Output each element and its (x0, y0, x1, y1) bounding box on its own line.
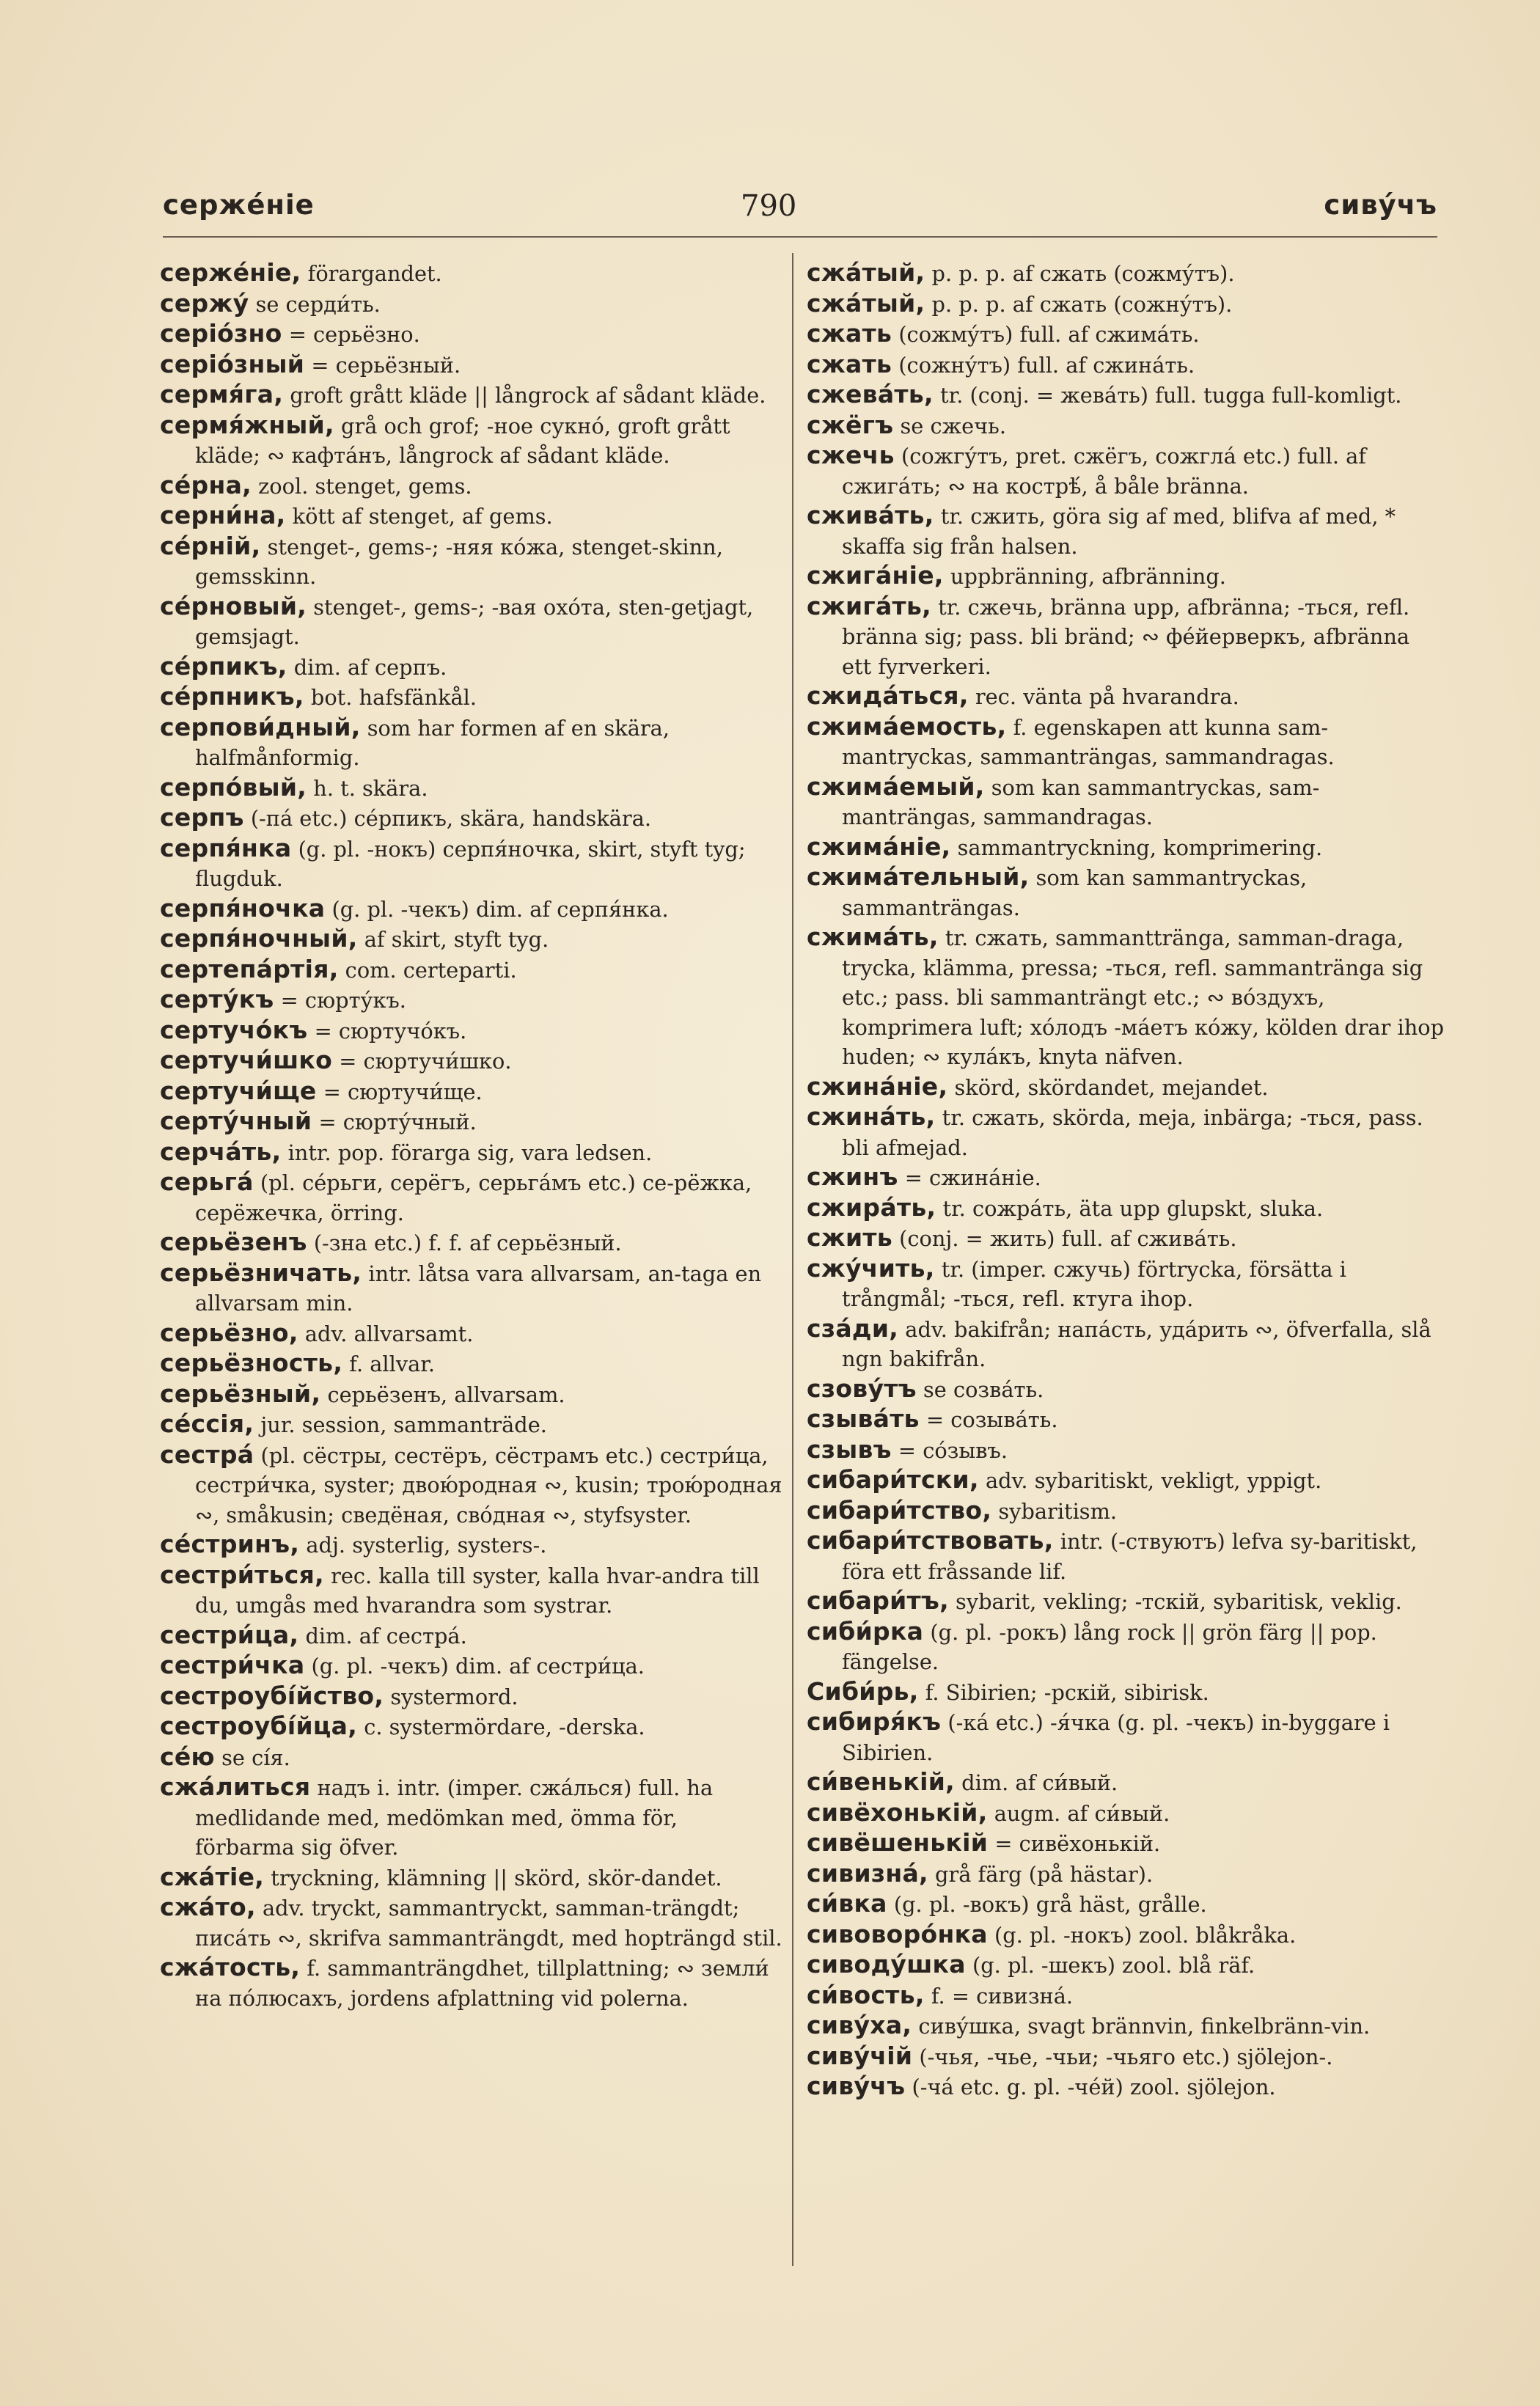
dictionary-entry (807, 1435, 1445, 1466)
entry-headword: сжива́ть, (807, 501, 934, 529)
entry-headword: сжа́то, (160, 1893, 256, 1921)
dictionary-entry (807, 772, 1445, 832)
entry-definition: (-зна etc.) f. f. af серьёзный. (307, 1230, 622, 1255)
dictionary-entry (807, 350, 1445, 381)
dictionary-entry (160, 924, 783, 955)
entry-definition: intr. pop. förarga sig, vara ledsen. (281, 1140, 653, 1165)
entry-headword: серпя́нка (160, 833, 292, 862)
entry-headword: сертучи́ще (160, 1076, 317, 1105)
entry-headword: сиву́чій (807, 2041, 913, 2070)
dictionary-entry (807, 380, 1445, 411)
entry-headword: сжина́ть, (807, 1102, 936, 1131)
entry-definition: tr. сожра́ть, äta upp glupskt, sluka. (936, 1195, 1324, 1221)
dictionary-entry (160, 1228, 783, 1258)
entry-definition: som kan sammantryckas, sam-manträngas, sammandragas. (842, 774, 1320, 829)
entry-headword: Сиби́рь, (807, 1676, 919, 1706)
entry-definition: = серьёзный. (304, 352, 461, 378)
entry-headword: си́вка (807, 1889, 887, 1918)
entry-headword: сибари́тство, (807, 1495, 992, 1525)
dictionary-entry (160, 501, 783, 532)
entry-definition: = сжина́ніе. (898, 1165, 1041, 1190)
dictionary-entry (160, 1137, 783, 1168)
entry-definition: adv. allvarsamt. (298, 1321, 474, 1346)
entry-definition: (сожгу́тъ, pret. сжёгъ, сожгла́ etc.) full. af сжига́ть; ∾ на кострѣ́, å båle bränna. (842, 444, 1366, 499)
left-column (160, 258, 783, 2275)
entry-definition: = серьёзно. (282, 322, 420, 347)
dictionary-entry (807, 1072, 1445, 1103)
dictionary-entry (807, 1889, 1445, 1920)
dictionary-entry (160, 1107, 783, 1137)
entry-definition: f. Sibirien; -рскій, sibirisk. (918, 1679, 1209, 1705)
entry-definition: tr. сжечь, bränna upp, afbränna; -ться, refl. bränna sig; pass. bli bränd; ∾ фе́йерверкъ, afbränna ett fyrverkeri. (842, 594, 1410, 679)
entry-headword: сжима́емость, (807, 711, 1007, 741)
dictionary-entry (807, 1254, 1445, 1314)
dictionary-entry (807, 1828, 1445, 1859)
dictionary-entry (807, 1465, 1445, 1496)
entry-definition: sybaritism. (991, 1498, 1118, 1524)
entry-definition: (g. pl. -чекъ) dim. af сестри́ца. (304, 1654, 645, 1679)
entry-definition: (conj. = жить) full. af сжива́ть. (892, 1226, 1237, 1251)
entry-definition: zool. stenget, gems. (251, 473, 472, 499)
entry-definition: f. egenskapen att kunna sam-mantryckas, sammanträngas, sammandragas. (842, 714, 1335, 769)
entry-headword: серьга́ (160, 1167, 254, 1196)
entry-definition: tr. сжать, skörda, meja, inbärga; -ться, pass. bli afmejad. (842, 1105, 1423, 1160)
entry-definition: se серди́ть. (249, 291, 381, 317)
entry-definition: rec. vänta på hvarandra. (968, 684, 1239, 709)
entry-headword: сжима́тельный, (807, 862, 1030, 891)
dictionary-entry (807, 1223, 1445, 1254)
dictionary-entry (160, 1167, 783, 1228)
dictionary-entry (160, 1560, 783, 1621)
entry-headword: сжида́ться, (807, 681, 969, 710)
entry-headword: сибари́тски, (807, 1465, 979, 1494)
entry-headword: сержу́ (160, 288, 249, 318)
entry-definition: rec. kalla till syster, kalla hvar-andra till du, umgås med hvarandra som systrar. (195, 1563, 760, 1618)
running-head-right: сиву́чъ (1324, 189, 1437, 221)
entry-headword: сжига́ть, (807, 591, 931, 620)
dictionary-entry (807, 289, 1445, 320)
dictionary-entry (160, 1379, 783, 1410)
entry-headword: сермя́жный, (160, 410, 334, 439)
entry-definition: adj. systerlig, systers-. (299, 1533, 547, 1558)
entry-headword: сертучо́къ (160, 1015, 308, 1044)
entry-headword: серьёзенъ (160, 1228, 307, 1256)
dictionary-entry (807, 923, 1445, 1072)
entry-definition: bot. hafsfänkål. (304, 685, 477, 710)
entry-headword: серни́на, (160, 501, 286, 529)
entry-definition: groft grått kläde || långrock af sådant kläde. (283, 383, 766, 408)
entry-definition: f. sammanträngdhet, tillplattning; ∾ земли́ на по́люсахъ, jordens afplattning vid polerna. (195, 1956, 769, 2011)
entry-headword: сестри́ца, (160, 1620, 299, 1649)
dictionary-entry (807, 441, 1445, 501)
entry-definition: som har formen af en skära, halfmånformig. (195, 715, 670, 770)
entry-headword: сзову́тъ (807, 1373, 917, 1403)
entry-headword: си́вость, (807, 1980, 925, 2009)
column-divider (792, 253, 793, 2266)
dictionary-entry (807, 2072, 1445, 2102)
entry-headword: сжу́чить, (807, 1253, 935, 1283)
entry-definition: se сі́я. (214, 1745, 290, 1770)
entry-headword: серіо́зно (160, 319, 282, 348)
dictionary-entry (807, 1920, 1445, 1951)
dictionary-entry (807, 862, 1445, 923)
dictionary-entry (807, 1981, 1445, 2011)
entry-definition: jur. session, sammanträde. (254, 1412, 547, 1437)
entry-headword: се́стринъ, (160, 1530, 300, 1558)
entry-definition: (g. pl. -шекъ) zool. blå räf. (965, 1953, 1255, 1978)
dictionary-entry (807, 319, 1445, 350)
entry-headword: серпъ (160, 803, 244, 832)
entry-definition: (g. pl. -чекъ) dim. af серпя́нка. (325, 896, 669, 922)
entry-definition: p. p. p. af сжать (сожму́тъ). (925, 261, 1235, 286)
entry-definition: = сюртучи́ще. (316, 1079, 483, 1104)
entry-headword: сжина́ніе, (807, 1071, 948, 1101)
dictionary-entry (160, 652, 783, 683)
dictionary-entry (160, 380, 783, 411)
entry-definition: adv. sybaritiskt, vekligt, yppigt. (978, 1468, 1322, 1493)
dictionary-entry (807, 1617, 1445, 1677)
entry-headword: серьёзность, (160, 1349, 343, 1377)
entry-definition: f. = сивизна́. (924, 1983, 1074, 2009)
dictionary-entry (160, 1712, 783, 1742)
dictionary-entry (160, 894, 783, 925)
entry-definition: (-па́ etc.) се́рпикъ, skära, handskära. (243, 806, 652, 831)
entry-definition: af skirt, styft tyg. (357, 927, 549, 952)
entry-headword: сивоворо́нка (807, 1919, 988, 1948)
entry-definition: tryckning, klämning || skörd, skör-dandet. (264, 1865, 722, 1890)
entry-headword: серпо́вый, (160, 772, 307, 802)
entry-definition: сиву́шка, svagt brännvin, finkelbränn-vin. (912, 2014, 1371, 2039)
dictionary-entry (160, 1742, 783, 1773)
dictionary-entry (160, 319, 783, 350)
entry-definition: (g. pl. -нокъ) zool. blåkråka. (987, 1922, 1297, 1948)
entry-headword: сиводу́шка (807, 1950, 966, 1978)
entry-headword: сивёшенькій (807, 1828, 989, 1857)
dictionary-entry (160, 592, 783, 652)
dictionary-entry (807, 501, 1445, 561)
entry-headword: серьёзничать, (160, 1258, 362, 1287)
entry-headword: серпя́ночный, (160, 924, 358, 953)
entry-definition: adv. bakifrån; напа́сть, уда́рить ∾, öfverfalla, slå ngn bakifrån. (842, 1316, 1431, 1371)
entry-headword: сжима́емый, (807, 771, 985, 801)
entry-definition: som kan sammantryckas, sammanträngas. (842, 865, 1308, 920)
entry-definition: sammantryckning, komprimering. (950, 835, 1323, 860)
dictionary-entry (807, 1193, 1445, 1224)
entry-definition: kött af stenget, af gems. (285, 504, 553, 529)
entry-headword: сжима́ть, (807, 923, 939, 951)
entry-definition: (-ка́ etc.) -я́чка (g. pl. -чекъ) in-byggare i Sibirien. (842, 1710, 1390, 1765)
entry-definition: tr. сжить, göra sig af med, blifva af med, * skaffa sig från halsen. (842, 504, 1396, 559)
entry-definition: = созыва́ть. (919, 1407, 1058, 1432)
entry-definition: stenget-, gems-; -вая охо́та, sten-getjagt, gemsjagt. (195, 594, 754, 649)
entry-headword: сибари́тъ, (807, 1586, 949, 1615)
dictionary-entry (807, 2042, 1445, 2072)
dictionary-entry (160, 411, 783, 471)
dictionary-entry (807, 1162, 1445, 1193)
dictionary-entry (160, 1893, 783, 1953)
entry-definition: grå och grof; -ное сукно́, groft grått kläde; ∾ кафта́нъ, långrock af sådant kläde. (195, 413, 730, 468)
dictionary-entry (160, 1651, 783, 1681)
dictionary-entry (160, 955, 783, 986)
dictionary-entry (160, 350, 783, 381)
dictionary-entry (160, 289, 783, 320)
entry-definition: uppbränning, afbränning. (943, 564, 1226, 589)
entry-definition: dim. af сестра́. (298, 1623, 467, 1648)
entry-definition: = сюртучо́къ. (307, 1018, 467, 1044)
entry-headword: се́ссія, (160, 1409, 254, 1438)
dictionary-entry (160, 682, 783, 713)
entry-definition: серьёзенъ, allvarsam. (320, 1382, 565, 1407)
dictionary-entry (807, 681, 1445, 712)
entry-definition: com. certeparti. (338, 957, 517, 983)
entry-headword: си́венькій, (807, 1767, 955, 1796)
entry-definition: (-чья, -чье, -чьи; -чьяго etc.) sjölejon-. (912, 2044, 1333, 2069)
entry-definition: (pl. сёстры, сестёръ, сёстрамъ etc.) сестри́ца, сестри́чка, syster; двою́родная ∾, kusin; трою́родная ∾, småkusin; сведёная, сво́дная ∾, styfsyster. (195, 1442, 782, 1527)
dictionary-entry (160, 532, 783, 592)
entry-headword: серже́ніе, (160, 258, 301, 287)
dictionary-entry (160, 258, 783, 289)
entry-definition: = сюрту́къ. (274, 988, 406, 1013)
dictionary-entry (160, 1077, 783, 1107)
page-number: 790 (741, 189, 797, 223)
dictionary-entry (160, 834, 783, 894)
entry-headword: сивизна́, (807, 1858, 928, 1888)
dictionary-entry (160, 713, 783, 773)
entry-headword: сжить (807, 1223, 893, 1252)
dictionary-entry (160, 1318, 783, 1349)
entry-headword: сза́ди, (807, 1313, 899, 1343)
entry-definition: (сожму́тъ) full. af сжима́ть. (892, 322, 1200, 347)
entry-definition: se созва́ть. (916, 1376, 1044, 1402)
entry-definition: (g. pl. -нокъ) серпя́ночка, skirt, styft tyg; flugduk. (195, 836, 746, 891)
dictionary-entry (160, 1621, 783, 1651)
entry-definition: grå färg (på hästar). (928, 1861, 1154, 1887)
dictionary-entry (807, 1707, 1445, 1767)
dictionary-entry (807, 1767, 1445, 1798)
dictionary-entry (160, 1863, 783, 1893)
entry-definition: augm. af си́вый. (987, 1800, 1170, 1826)
entry-headword: сжа́литься (160, 1772, 311, 1801)
dictionary-entry (807, 1404, 1445, 1435)
entry-headword: сертепа́ртія, (160, 954, 339, 983)
entry-definition: надъ i. intr. (imper. сжа́лься) full. ha medlidande med, medömkan med, ömma för, förbarma sig öfver. (195, 1775, 714, 1860)
entry-headword: сивёхонькій, (807, 1797, 988, 1827)
entry-headword: серіо́зный (160, 349, 305, 378)
dictionary-entry (807, 1677, 1445, 1708)
entry-definition: (pl. се́рьги, серёгъ, серьга́мъ etc.) се-рёжка, серёжечка, örring. (195, 1170, 752, 1225)
dictionary-entry (807, 258, 1445, 289)
dictionary-entry (160, 1953, 783, 2013)
dictionary-entry (807, 1374, 1445, 1405)
dictionary-entry (807, 592, 1445, 682)
dictionary-entry (807, 1496, 1445, 1527)
entry-definition: h. t. skära. (307, 775, 428, 801)
entry-definition: tr. (conj. = жева́ть) full. tugga full-komligt. (933, 383, 1402, 408)
entry-headword: сжать (807, 349, 892, 378)
entry-headword: сжа́тость, (160, 1953, 301, 1981)
entry-headword: се́рновый, (160, 591, 307, 620)
dictionary-entry (160, 985, 783, 1016)
running-head-left: серже́ніе (163, 189, 315, 221)
entry-definition: = сюрту́чный. (312, 1110, 477, 1134)
entry-definition: c. systermördare, -derska. (357, 1714, 645, 1739)
entry-definition: (сожну́тъ) full. af сжина́ть. (892, 352, 1195, 378)
entry-headword: серьёзно, (160, 1318, 298, 1347)
entry-definition: tr. сжать, sammanttränga, samman-draga, trycka, klämma, pressa; -ться, refl. sammanträngа sig etc.; pass. bli sammanträngt etc.; ∾ во́здухъ, komprimera luft; хо́лодъ -ма́етъ ко́жу, kölden drar ihop huden; ∾ кула́къ, knyta näfven. (842, 925, 1445, 1069)
dictionary-entry (160, 1530, 783, 1560)
entry-definition: f. allvar. (342, 1351, 436, 1376)
entry-headword: се́ю (160, 1742, 215, 1771)
dictionary-entry (807, 411, 1445, 441)
entry-headword: серту́чный (160, 1107, 312, 1135)
entry-definition: intr. låtsa vara allvarsam, an-taga en allvarsam min. (195, 1261, 762, 1316)
entry-definition: = сюртучи́шко. (332, 1049, 512, 1074)
entry-definition: skörd, skördandet, mejandet. (947, 1074, 1269, 1100)
entry-headword: сжига́ніе, (807, 561, 944, 590)
dictionary-entry (160, 803, 783, 834)
entry-headword: сжечь (807, 441, 895, 469)
entry-definition: = сивёхонькій. (988, 1831, 1161, 1856)
dictionary-entry (807, 1798, 1445, 1829)
entry-definition: = со́зывъ. (891, 1437, 1008, 1463)
entry-headword: сертучи́шко (160, 1046, 333, 1074)
entry-headword: се́рна, (160, 470, 252, 499)
dictionary-entry (807, 561, 1445, 592)
entry-headword: серпови́дный, (160, 712, 361, 741)
entry-definition: (-ча́ etc. g. pl. -че́й) zool. sjölejon. (905, 2075, 1276, 2099)
entry-definition: dim. af серпъ. (287, 654, 447, 680)
entry-headword: сестра́ (160, 1439, 254, 1469)
entry-headword: серту́къ (160, 985, 274, 1013)
dictionary-entry (160, 1349, 783, 1379)
dictionary-entry (160, 1016, 783, 1046)
entry-definition: (g. pl. -вокъ) grå häst, grålle. (887, 1892, 1207, 1917)
entry-headword: сжима́ніе, (807, 832, 951, 861)
entry-headword: сзывъ (807, 1434, 892, 1464)
entry-headword: сестри́чка (160, 1651, 305, 1679)
dictionary-entry (807, 712, 1445, 772)
entry-definition: dim. af си́вый. (954, 1770, 1118, 1795)
header-rule (163, 236, 1437, 238)
entry-headword: сжа́тый, (807, 288, 925, 318)
entry-headword: сиву́чъ (807, 2072, 906, 2100)
dictionary-entry (807, 1950, 1445, 1981)
entry-definition: tr. (imper. сжучь) förtrycka, försätta i trångmål; -ться, refl. ктуга ihop. (842, 1256, 1346, 1311)
entry-headword: сестроубі́йство, (160, 1681, 384, 1710)
entry-headword: сжира́ть, (807, 1192, 936, 1222)
entry-headword: сиби́рка (807, 1616, 924, 1646)
entry-headword: сестри́ться, (160, 1560, 324, 1589)
dictionary-entry (807, 1859, 1445, 1890)
dictionary-entry (807, 1586, 1445, 1617)
entry-headword: се́рпникъ, (160, 682, 304, 711)
entry-headword: сиву́ха, (807, 2011, 912, 2039)
dictionary-entry (160, 471, 783, 502)
entry-headword: сжёгъ (807, 410, 894, 439)
dictionary-entry (807, 1314, 1445, 1374)
entry-headword: сжинъ (807, 1162, 898, 1191)
entry-definition: sybarit, vekling; -тскій, sybaritisk, veklig. (948, 1589, 1402, 1614)
dictionary-entry (160, 773, 783, 804)
entry-headword: сермя́га, (160, 380, 284, 408)
entry-headword: се́рній, (160, 531, 261, 560)
dictionary-entry (807, 2011, 1445, 2042)
entry-headword: сестроубі́йца, (160, 1712, 358, 1740)
entry-headword: се́рпикъ, (160, 651, 287, 681)
entry-headword: сжать (807, 319, 892, 348)
entry-headword: серпя́ночка (160, 893, 326, 923)
entry-headword: сжа́тіе, (160, 1862, 265, 1891)
entry-definition: adv. tryckt, sammantryckt, samman-trängdt; писа́ть ∾, skrifva sammanträngdt, med hopträngd stil. (195, 1896, 782, 1951)
dictionary-entry (160, 1046, 783, 1077)
dictionary-entry (160, 1772, 783, 1863)
entry-headword: сжа́тый, (807, 258, 925, 287)
entry-definition: se сжечь. (893, 413, 1006, 439)
entry-headword: серьёзный, (160, 1379, 321, 1408)
entry-definition: systermord. (384, 1684, 518, 1709)
entry-definition: stenget-, gems-; -няя ко́жа, stenget-skinn, gemsskinn. (195, 534, 723, 589)
dictionary-entry (807, 1526, 1445, 1586)
entry-headword: серча́ть, (160, 1137, 282, 1166)
entry-headword: сибиря́къ (807, 1707, 942, 1736)
dictionary-entry (807, 1102, 1445, 1162)
dictionary-entry (160, 1258, 783, 1318)
entry-headword: сибари́тствовать, (807, 1526, 1054, 1555)
entry-definition: p. p. p. af сжать (сожну́тъ). (925, 291, 1233, 317)
dictionary-entry (807, 832, 1445, 863)
dictionary-entry (160, 1681, 783, 1712)
entry-definition: förargandet. (301, 261, 442, 286)
entry-headword: сжева́ть, (807, 380, 934, 408)
entry-headword: сзыва́ть (807, 1404, 920, 1433)
entry-definition: intr. (-ствуютъ) lefva sy-baritiskt, föra ett fråssande lif. (842, 1529, 1418, 1584)
dictionary-entry (160, 1409, 783, 1440)
dictionary-entry (160, 1440, 783, 1530)
right-column (807, 258, 1445, 2275)
entry-definition: (g. pl. -рокъ) lång rock || grön färg || pop. fängelse. (842, 1619, 1377, 1674)
